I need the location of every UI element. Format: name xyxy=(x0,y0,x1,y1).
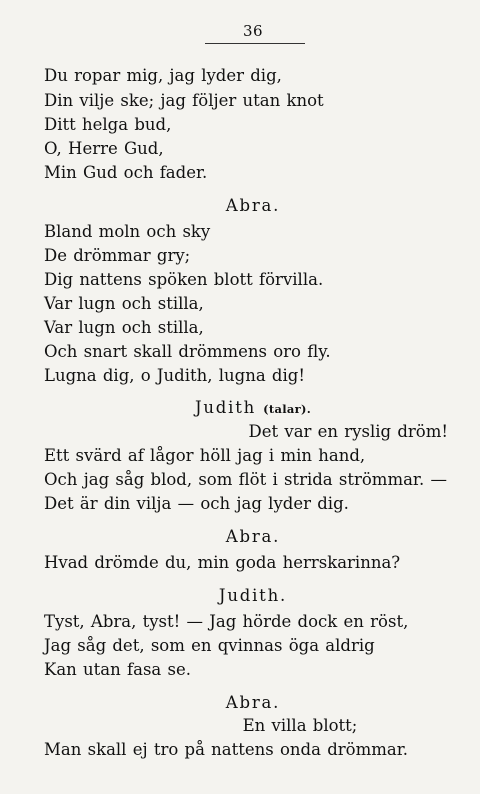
speaker-heading: Abra. xyxy=(225,527,281,546)
verse-line: Jag såg det, som en qvinnas öga aldrig xyxy=(44,636,375,655)
header-rule xyxy=(205,43,305,44)
verse-line: Det var en ryslig dröm! xyxy=(248,422,448,441)
verse-line: De drömmar gry; xyxy=(44,246,191,265)
speaker-name: Judith xyxy=(194,398,257,417)
verse-line: Tyst, Abra, tyst! — Jag hörde dock en röst, xyxy=(44,612,409,631)
verse-line: Var lugn och stilla, xyxy=(44,318,204,337)
speaker-heading: Abra. xyxy=(225,196,281,215)
verse-line: Ett svärd af lågor höll jag i min hand, xyxy=(44,446,366,465)
verse-line: Din vilje ske; jag följer utan knot xyxy=(44,91,324,110)
verse-line: Kan utan fasa se. xyxy=(44,660,191,679)
speaker-heading: Abra. xyxy=(225,693,281,712)
page-number: 36 xyxy=(242,22,264,40)
verse-line: Ditt helga bud, xyxy=(44,115,172,134)
verse-line: Min Gud och fader. xyxy=(44,163,208,182)
verse-line: Och snart skall drömmens oro fly. xyxy=(44,342,331,361)
verse-line: O, Herre Gud, xyxy=(44,139,164,158)
verse-line: Var lugn och stilla, xyxy=(44,294,204,313)
verse-line: Dig nattens spöken blott förvilla. xyxy=(44,270,324,289)
verse-line: En villa blott; xyxy=(242,716,358,735)
verse-line: Du ropar mig, jag lyder dig, xyxy=(44,66,282,85)
verse-line: Hvad drömde du, min goda herrskarinna? xyxy=(44,553,401,572)
speaker-heading xyxy=(0,398,480,417)
verse-line: Bland moln och sky xyxy=(44,222,211,241)
verse-line: Man skall ej tro på nattens onda drömmar. xyxy=(44,740,409,759)
stage-direction: (talar). xyxy=(263,402,312,416)
speaker-heading: Judith. xyxy=(218,586,288,605)
verse-line: Det är din vilja — och jag lyder dig. xyxy=(44,494,349,513)
verse-line: Och jag såg blod, som flöt i strida strömmar. — xyxy=(44,470,447,489)
verse-line: Lugna dig, o Judith, lugna dig! xyxy=(44,366,305,385)
